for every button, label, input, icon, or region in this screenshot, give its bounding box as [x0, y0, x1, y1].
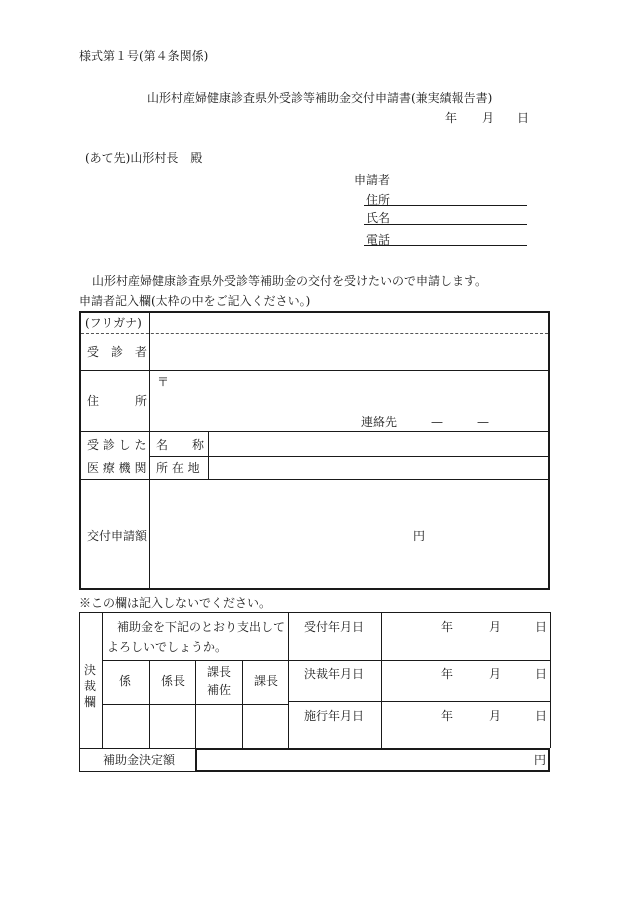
furigana-divider [81, 333, 548, 334]
applicant-table-col-divider [149, 313, 150, 588]
applicant-name-label: 氏名 [366, 211, 391, 225]
row-divider-3 [81, 479, 548, 480]
contact-dash-2: — [477, 415, 489, 429]
address-label: 住 所 [87, 394, 148, 408]
role-section-chief: 課長 [254, 674, 279, 688]
decision-date-label: 決裁年月日 [304, 667, 365, 681]
office-right-border [550, 612, 551, 748]
role-chief: 係長 [161, 674, 186, 688]
stamp-deputy[interactable] [197, 706, 241, 746]
enforce-year: 年 [441, 709, 454, 723]
inst-name-label: 名 称 [156, 438, 205, 452]
amount-field[interactable] [153, 483, 483, 583]
section-label: 申請者記入欄(太枠の中をご記入ください。) [79, 294, 311, 308]
addressee: (あて先)山形村長 殿 [85, 151, 203, 165]
decided-amount-unit: 円 [534, 753, 547, 767]
received-date-label: 受付年月日 [304, 620, 365, 634]
office-top-border [79, 612, 550, 613]
date-year: 年 [445, 111, 458, 125]
inst-sub-divider [208, 431, 209, 479]
applicant-name-line[interactable] [364, 224, 527, 225]
office-row-divider-1 [102, 660, 550, 661]
inst-location-label: 所 在 地 [156, 461, 200, 475]
decision-month: 月 [489, 667, 502, 681]
applicant-phone-label: 電話 [366, 233, 391, 247]
office-table [79, 612, 550, 771]
office-note: ※この欄は記入しないでください。 [79, 596, 272, 610]
decision-day: 日 [535, 667, 548, 681]
enforce-day: 日 [535, 709, 548, 723]
stamp-chief[interactable] [151, 706, 194, 746]
decision-label-2: 裁 [84, 679, 97, 693]
enforce-date-label: 施行年月日 [304, 709, 365, 723]
contact-label: 連絡先 [361, 415, 398, 429]
office-row-divider-2 [288, 701, 550, 702]
decision-label-3: 欄 [84, 695, 97, 709]
date-col-divider [381, 612, 382, 748]
role-row-divider [102, 704, 288, 705]
row-divider-2 [81, 431, 548, 432]
institution-label-line1: 受 診 し た [87, 438, 147, 452]
furigana-label: (フリガナ) [85, 316, 142, 330]
role-deputy-line1: 課長 [207, 665, 232, 679]
date-month: 月 [482, 111, 495, 125]
amount-label: 交付申請額 [87, 529, 148, 543]
decided-amount-label: 補助金決定額 [103, 753, 176, 767]
stamp-staff[interactable] [104, 706, 148, 746]
form-title: 山形村産婦健康診査県外受診等補助金交付申請書(兼実績報告書) [147, 91, 493, 105]
furigana-field[interactable] [153, 315, 543, 331]
row-divider-1 [81, 370, 548, 371]
decision-year: 年 [441, 667, 454, 681]
patient-name-field[interactable] [153, 337, 543, 367]
decision-label-1: 決 [84, 663, 97, 677]
role-staff: 係 [119, 674, 132, 688]
inst-name-field[interactable] [211, 433, 543, 453]
applicant-table [79, 311, 550, 590]
institution-label-line2: 医 療 機 関 [87, 461, 147, 475]
address-field[interactable] [171, 373, 541, 411]
decided-amount-field[interactable] [195, 748, 550, 772]
applicant-address-line[interactable] [364, 205, 527, 206]
applicant-label: 申請者 [354, 173, 391, 187]
received-month: 月 [489, 620, 502, 634]
office-footer-bottom [79, 771, 196, 772]
patient-label: 受 診 者 [87, 345, 148, 359]
applicant-phone-line[interactable] [364, 245, 527, 246]
received-year: 年 [441, 620, 454, 634]
received-day: 日 [535, 620, 548, 634]
form-number: 様式第１号(第４条関係) [79, 49, 209, 63]
inst-location-field[interactable] [211, 458, 543, 477]
postal-mark: 〒 [157, 375, 170, 389]
decision-col-divider [102, 612, 103, 748]
approval-text-line1: 補助金を下記のとおり支出して [117, 620, 286, 634]
amount-unit: 円 [413, 529, 426, 543]
office-left-border [79, 612, 80, 771]
enforce-month: 月 [489, 709, 502, 723]
date-day: 日 [517, 111, 530, 125]
contact-dash-1: — [431, 415, 443, 429]
stamp-section-chief[interactable] [244, 706, 287, 746]
approval-text-line2: よろしいでしょうか。 [107, 640, 228, 654]
approval-right-divider [288, 612, 289, 748]
statement: 山形村産婦健康診査県外受診等補助金の交付を受けたいので申請します。 [92, 274, 488, 288]
applicant-address-label: 住所 [366, 193, 391, 207]
role-deputy-line2: 補佐 [207, 683, 232, 697]
